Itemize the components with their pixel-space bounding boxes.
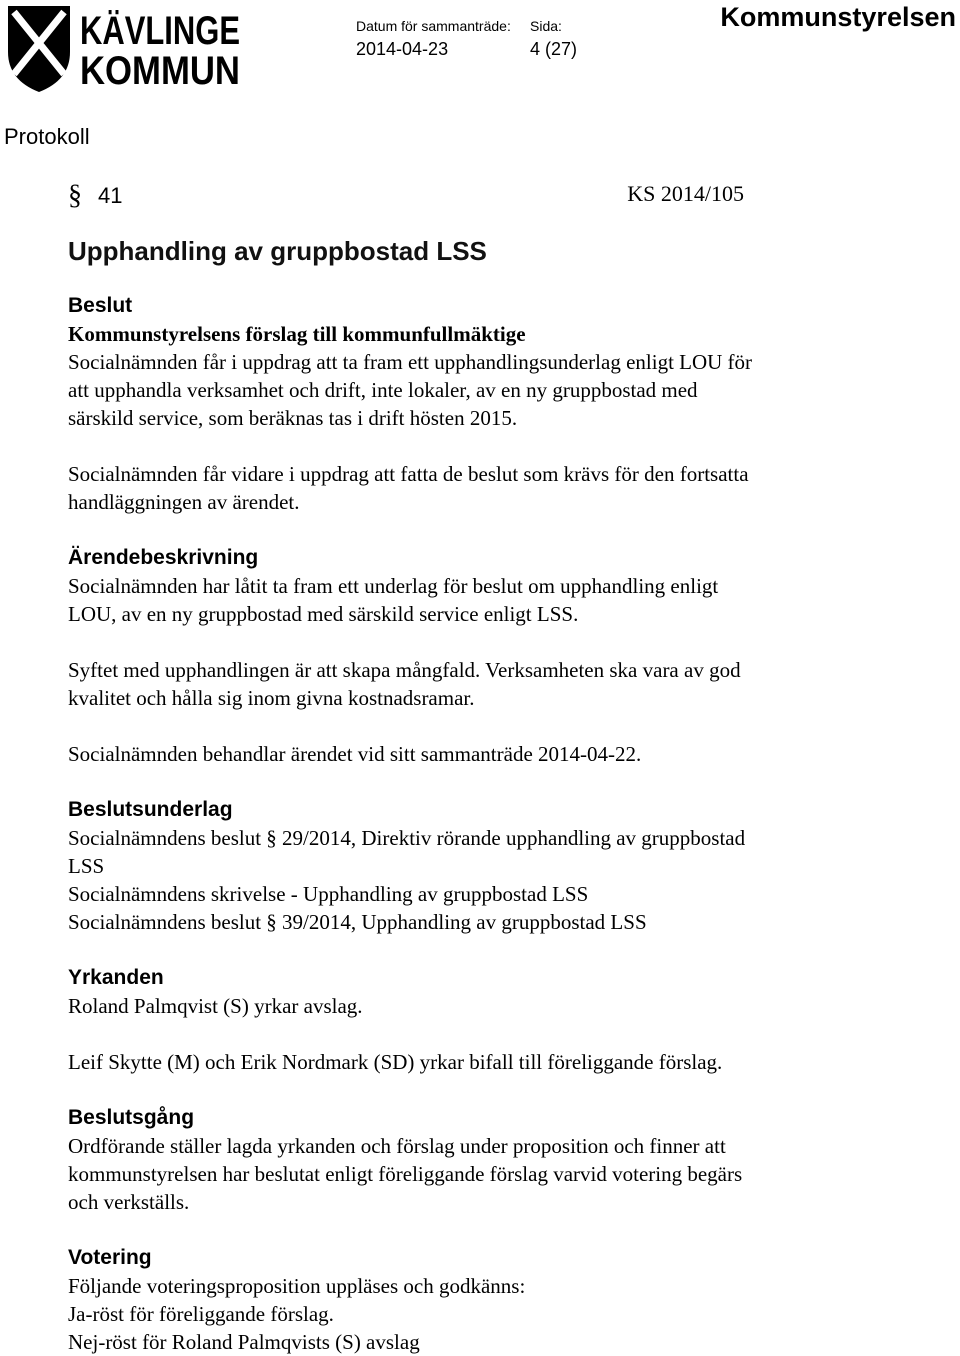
body-line: Socialnämndens skrivelse - Upphandling av gruppbostad LSS [68, 882, 589, 906]
body-line: handläggningen av ärendet. [68, 490, 300, 514]
body-line: Socialnämnden behandlar ärendet vid sitt sammanträde 2014-04-22. [68, 742, 642, 766]
page-value: 4 (27) [530, 39, 578, 59]
body-line: kommunstyrelsen har beslutat enligt föreliggande förslag varvid votering begärs [68, 1162, 743, 1186]
beslut-subheading: Kommunstyrelsens förslag till kommunfullmäktige [68, 322, 526, 346]
paragraph-sign: § [68, 180, 82, 211]
body-line: LOU, av en ny gruppbostad med särskild service enligt LSS. [68, 602, 579, 626]
beslutsgang-heading: Beslutsgång [68, 1106, 195, 1129]
body-line: Socialnämndens beslut § 29/2014, Direktiv rörande upphandling av gruppbostad [68, 826, 746, 850]
body-line: Ja-röst för föreliggande förslag. [68, 1302, 334, 1326]
votering-heading: Votering [68, 1246, 152, 1269]
item-number-line [68, 180, 122, 212]
body-line: Leif Skytte (M) och Erik Nordmark (SD) yrkar bifall till föreliggande förslag. [68, 1050, 723, 1074]
body-line: kvalitet och hålla sig inom givna kostnadsramar. [68, 686, 475, 710]
body-line: Socialnämndens beslut § 39/2014, Upphandling av gruppbostad LSS [68, 910, 647, 934]
body-line: LSS [68, 854, 105, 878]
body-line: att upphandla verksamhet och drift, inte lokaler, av en ny gruppbostad med [68, 378, 698, 402]
meeting-date-value: 2014-04-23 [356, 39, 449, 59]
item-number: 41 [98, 183, 123, 208]
svg-text:KÄVLINGE: KÄVLINGE [80, 9, 240, 53]
body-line: Socialnämnden får vidare i uppdrag att fatta de beslut som krävs för den fortsatta [68, 462, 749, 486]
svg-text:KOMMUN: KOMMUN [80, 49, 240, 93]
document-body [68, 292, 888, 1356]
body-line: och verkställs. [68, 1190, 190, 1214]
page-label: Sida: [530, 18, 562, 34]
body-line: Ordförande ställer lagda yrkanden och förslag under proposition och finner att [68, 1134, 726, 1158]
case-number: KS 2014/105 [627, 181, 744, 206]
body-line: Nej-röst för Roland Palmqvists (S) avslag [68, 1330, 420, 1354]
body-line: Socialnämnden får i uppdrag att ta fram ett upphandlingsunderlag enligt LOU för [68, 350, 753, 374]
page-title: Upphandling av gruppbostad LSS [68, 236, 487, 266]
body-line: Syftet med upphandlingen är att skapa mångfald. Verksamheten ska vara av god [68, 658, 741, 682]
arende-heading: Ärendebeskrivning [68, 546, 259, 569]
body-line: Socialnämnden har låtit ta fram ett underlag för beslut om upphandling enligt [68, 574, 719, 598]
body-line: Roland Palmqvist (S) yrkar avslag. [68, 994, 363, 1018]
body-line: särskild service, som beräknas tas i drift hösten 2015. [68, 406, 518, 430]
meeting-date-label: Datum för sammanträde: [356, 18, 511, 34]
underlag-heading: Beslutsunderlag [68, 798, 233, 821]
board-name: Kommunstyrelsen [720, 2, 956, 32]
kavlinge-kommun-logo [4, 4, 244, 94]
document-type: Protokoll [4, 124, 90, 149]
body-line: Följande voteringsproposition uppläses och godkänns: [68, 1274, 526, 1298]
yrkanden-heading: Yrkanden [68, 966, 164, 989]
beslut-heading: Beslut [68, 294, 133, 317]
